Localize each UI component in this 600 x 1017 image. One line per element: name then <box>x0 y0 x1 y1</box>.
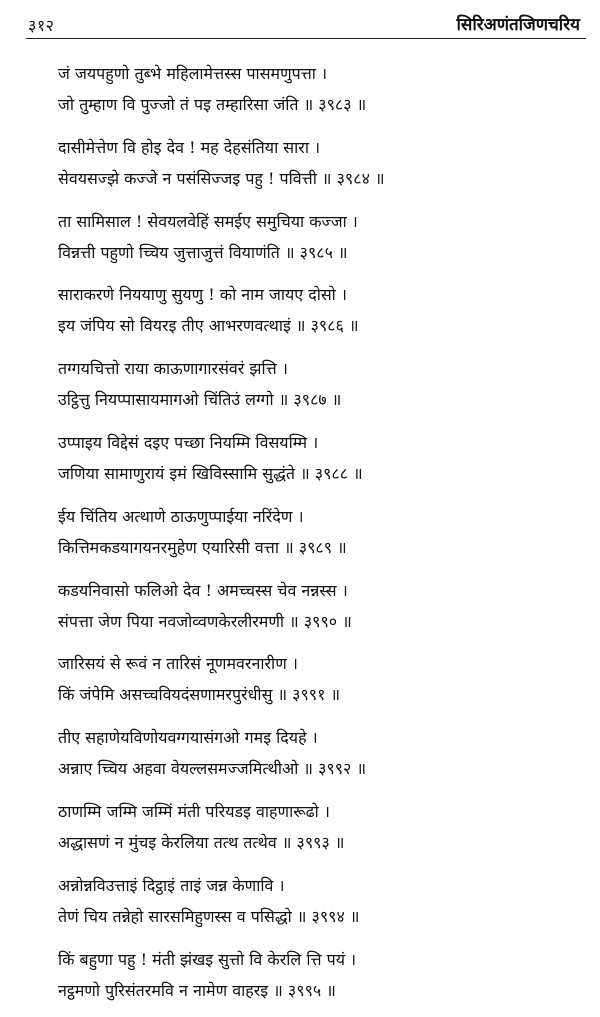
verse-line: ता सामिसाल ! सेवयलवेहिं समईए समुचिया कज्जा । <box>58 211 358 231</box>
verse-line: किं जंपेमि असच्चवियदंसणामरपुरंधीसु ॥ ३९९१ ॥ <box>58 685 341 705</box>
running-title: सिरिअणंतजिणचरिय <box>456 15 580 35</box>
verse-line: कडयनिवासो फलिओ देव ! अमच्चस्स चेव नन्नस्स । <box>58 580 348 600</box>
verse-line: ठाणम्मि जम्मि जम्मिं मंती परियडइ वाहणारूढो । <box>58 801 330 821</box>
verse-line: नट्ठमणो पुरिसंतरमवि न नामेण वाहरइ ॥ ३९९५ ॥ <box>58 980 336 1000</box>
verse-line: कित्तिमकडयागयनरमुहेण एयारिसी वत्ता ॥ ३९८९ ॥ <box>58 537 347 557</box>
header-divider <box>26 38 586 39</box>
verse-3983 <box>58 58 590 120</box>
verse-line: तीए सहाणेयविणोयवग्गयासंगओ गमइ दियहे । <box>58 728 318 748</box>
verse-3986 <box>58 279 590 341</box>
verse-line: उट्ठित्तु नियप्पासायमागओ चिंतिउं लग्गो ॥ ३९८७ ॥ <box>58 390 342 410</box>
verse-line: इय जंपिय सो वियरइ तीए आभरणवत्थाइं ॥ ३९८६ ॥ <box>58 316 359 336</box>
verse-3984 <box>58 132 590 194</box>
verse-line: अन्नोन्नविउत्ताइं दिट्ठाइं ताइं जन्न केणावि । <box>58 875 285 895</box>
verse-3987 <box>58 353 590 415</box>
verse-3985 <box>58 206 590 268</box>
verse-line: दासीमेत्तेण वि होइ देव ! मह देहसंतिया सारा । <box>58 137 321 157</box>
verse-3994 <box>58 870 590 932</box>
verse-line: अद्धासणं न मुंचइ केरलिया तत्थ तत्थेव ॥ ३९९३ ॥ <box>58 832 345 852</box>
verse-3989 <box>58 501 590 563</box>
verse-list <box>58 58 590 1017</box>
verse-line: संपत्ता जेण पिया नवजोव्वणकेरलीरमणी ॥ ३९९० ॥ <box>58 611 352 631</box>
verse-line: जणिया सामाणुरायं इमं खिविस्सामि सुद्धंते ॥ ३९८८ ॥ <box>58 463 363 483</box>
verse-line: साराकरणे निययाणु सुयणु ! को नाम जायए दोसो । <box>58 285 347 305</box>
verse-line: जारिसयं से रूवं न तारिसं नूणमवरनारीण । <box>58 654 298 674</box>
verse-line: उप्पाइय विद्देसं दइए पच्छा नियम्मि विसयम्मि । <box>58 432 319 452</box>
verse-line: जं जयपहुणो तुब्भे महिलामेत्तस्स पासमणुपत्ता । <box>58 64 328 83</box>
verse-3992 <box>58 722 590 784</box>
verse-line: अन्नाए च्चिय अहवा वेयल्लसमज्जमित्थीओ ॥ ३९९२ ॥ <box>58 759 367 779</box>
verse-line: तग्गयचित्तो राया काऊणागारसंवरं झत्ति । <box>58 359 288 379</box>
verse-line: तेणं चिय तन्नेहो सारसमिहुणस्स व पसिद्धो ॥ ३९९४ ॥ <box>58 906 360 926</box>
verse-3991 <box>58 648 590 710</box>
verse-line: जो तुम्हाण वि पुज्जो तं पइ तम्हारिसा जंति ॥ ३९८३ ॥ <box>58 95 367 114</box>
verse-line: विन्नत्ती पहुणो च्चिय जुत्ताजुत्तं वियाणंति ॥ ३९८५ ॥ <box>58 242 348 262</box>
verse-3988 <box>58 427 590 489</box>
verse-line: ईय चिंतिय अत्थाणे ठाऊणुप्पाईया नरिंदेण । <box>58 506 304 526</box>
verse-line: किं बहुणा पहु ! मंती झंखइ सुत्तो वि केरलि त्ति पयं । <box>58 949 357 969</box>
verse-line: सेवयसज्झे कज्जे न पसंसिज्जइ पहु ! पवित्ती ॥ ३९८४ ॥ <box>58 168 385 188</box>
verse-3993 <box>58 796 590 858</box>
verse-3990 <box>58 575 590 637</box>
verse-3995 <box>58 944 590 1006</box>
page-number: ३१२ <box>28 16 55 35</box>
